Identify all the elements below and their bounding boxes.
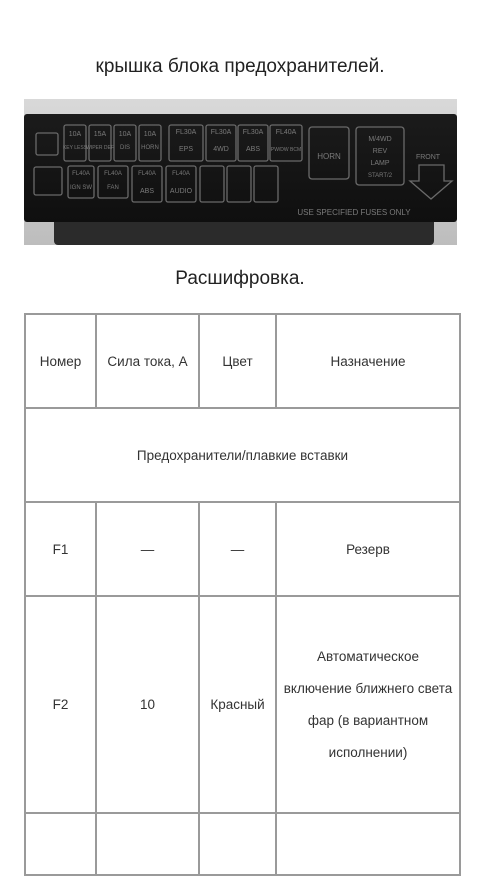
header-color: Цвет [199,314,276,408]
table-row [25,502,460,596]
photo-use-specified-fuses: USE SPECIFIED FUSES ONLY [297,208,411,217]
photo-fuse-sublabel: ABS [139,188,155,195]
cell-purpose [276,813,460,875]
photo-fuse-label: FL40A [275,129,297,136]
table-row [25,813,460,875]
photo-fuse-sublabel: ABS [245,146,261,153]
photo-fuse-label: FL40A [104,171,122,177]
fuse-box-cover-photo [24,99,457,245]
table-section-row [25,408,460,502]
fuse-table [24,313,461,876]
cell-purpose: Резерв [276,502,460,596]
section-title: Предохранители/плавкие вставки [25,408,460,502]
photo-fuse-sublabel: EPS [178,146,194,153]
photo-horn-label: HORN [317,152,341,161]
photo-fuse-sublabel: IGN SW [70,185,92,191]
cell-number [25,813,96,875]
photo-fuse-label: FL40A [172,171,190,177]
photo-fuse-label: FL30A [210,129,232,136]
photo-front-label: FRONT [415,154,441,161]
cell-current: — [96,502,199,596]
cell-current: 10 [96,596,199,813]
photo-fuse-label: FL30A [242,129,264,136]
photo-fuse-sublabel: AUDIO [169,188,193,195]
cell-color: Красный [199,596,276,813]
photo-fuse-sublabel: FAN [107,185,119,191]
header-current: Сила тока, А [96,314,199,408]
photo-fuse-label: 15A [93,131,107,138]
table-row [25,596,460,813]
photo-fuse-label: 10A [118,131,132,138]
cell-number: F2 [25,596,96,813]
photo-fuse-sublabel: PW/DW BCM [270,147,302,153]
cell-color [199,813,276,875]
photo-relay-label: START/2 [367,173,393,179]
photo-fuse-sublabel: HORN [141,145,159,151]
photo-fuse-label: 10A [68,131,82,138]
photo-fuse-sublabel: DIS [119,145,131,151]
cell-number: F1 [25,502,96,596]
photo-fuse-label: 10A [143,131,157,138]
photo-fuse-sublabel: 4WD [213,146,229,153]
cell-current [96,813,199,875]
fuse-box-cover-caption: крышка блока предохранителей. [95,56,385,77]
cell-purpose: Автоматическое включение ближнего света фар (в вариантном исполнении) [276,596,460,813]
photo-relay-label: LAMP [370,160,390,167]
photo-relay-label: REV [372,148,388,155]
header-number: Номер [25,314,96,408]
photo-relay-label: M/4WD [368,136,392,143]
fuse-box-diagram [24,99,457,245]
table-header-row [25,314,460,408]
photo-fuse-sublabel: WIPER DEF [86,145,114,151]
photo-fuse-label: FL40A [138,171,156,177]
cell-color: — [199,502,276,596]
photo-fuse-sublabel: KEY LESS [62,145,88,151]
decoding-caption: Расшифровка. [175,268,305,289]
header-purpose: Назначение [276,314,460,408]
photo-fuse-label: FL30A [175,129,197,136]
photo-fuse-label: FL40A [72,171,90,177]
